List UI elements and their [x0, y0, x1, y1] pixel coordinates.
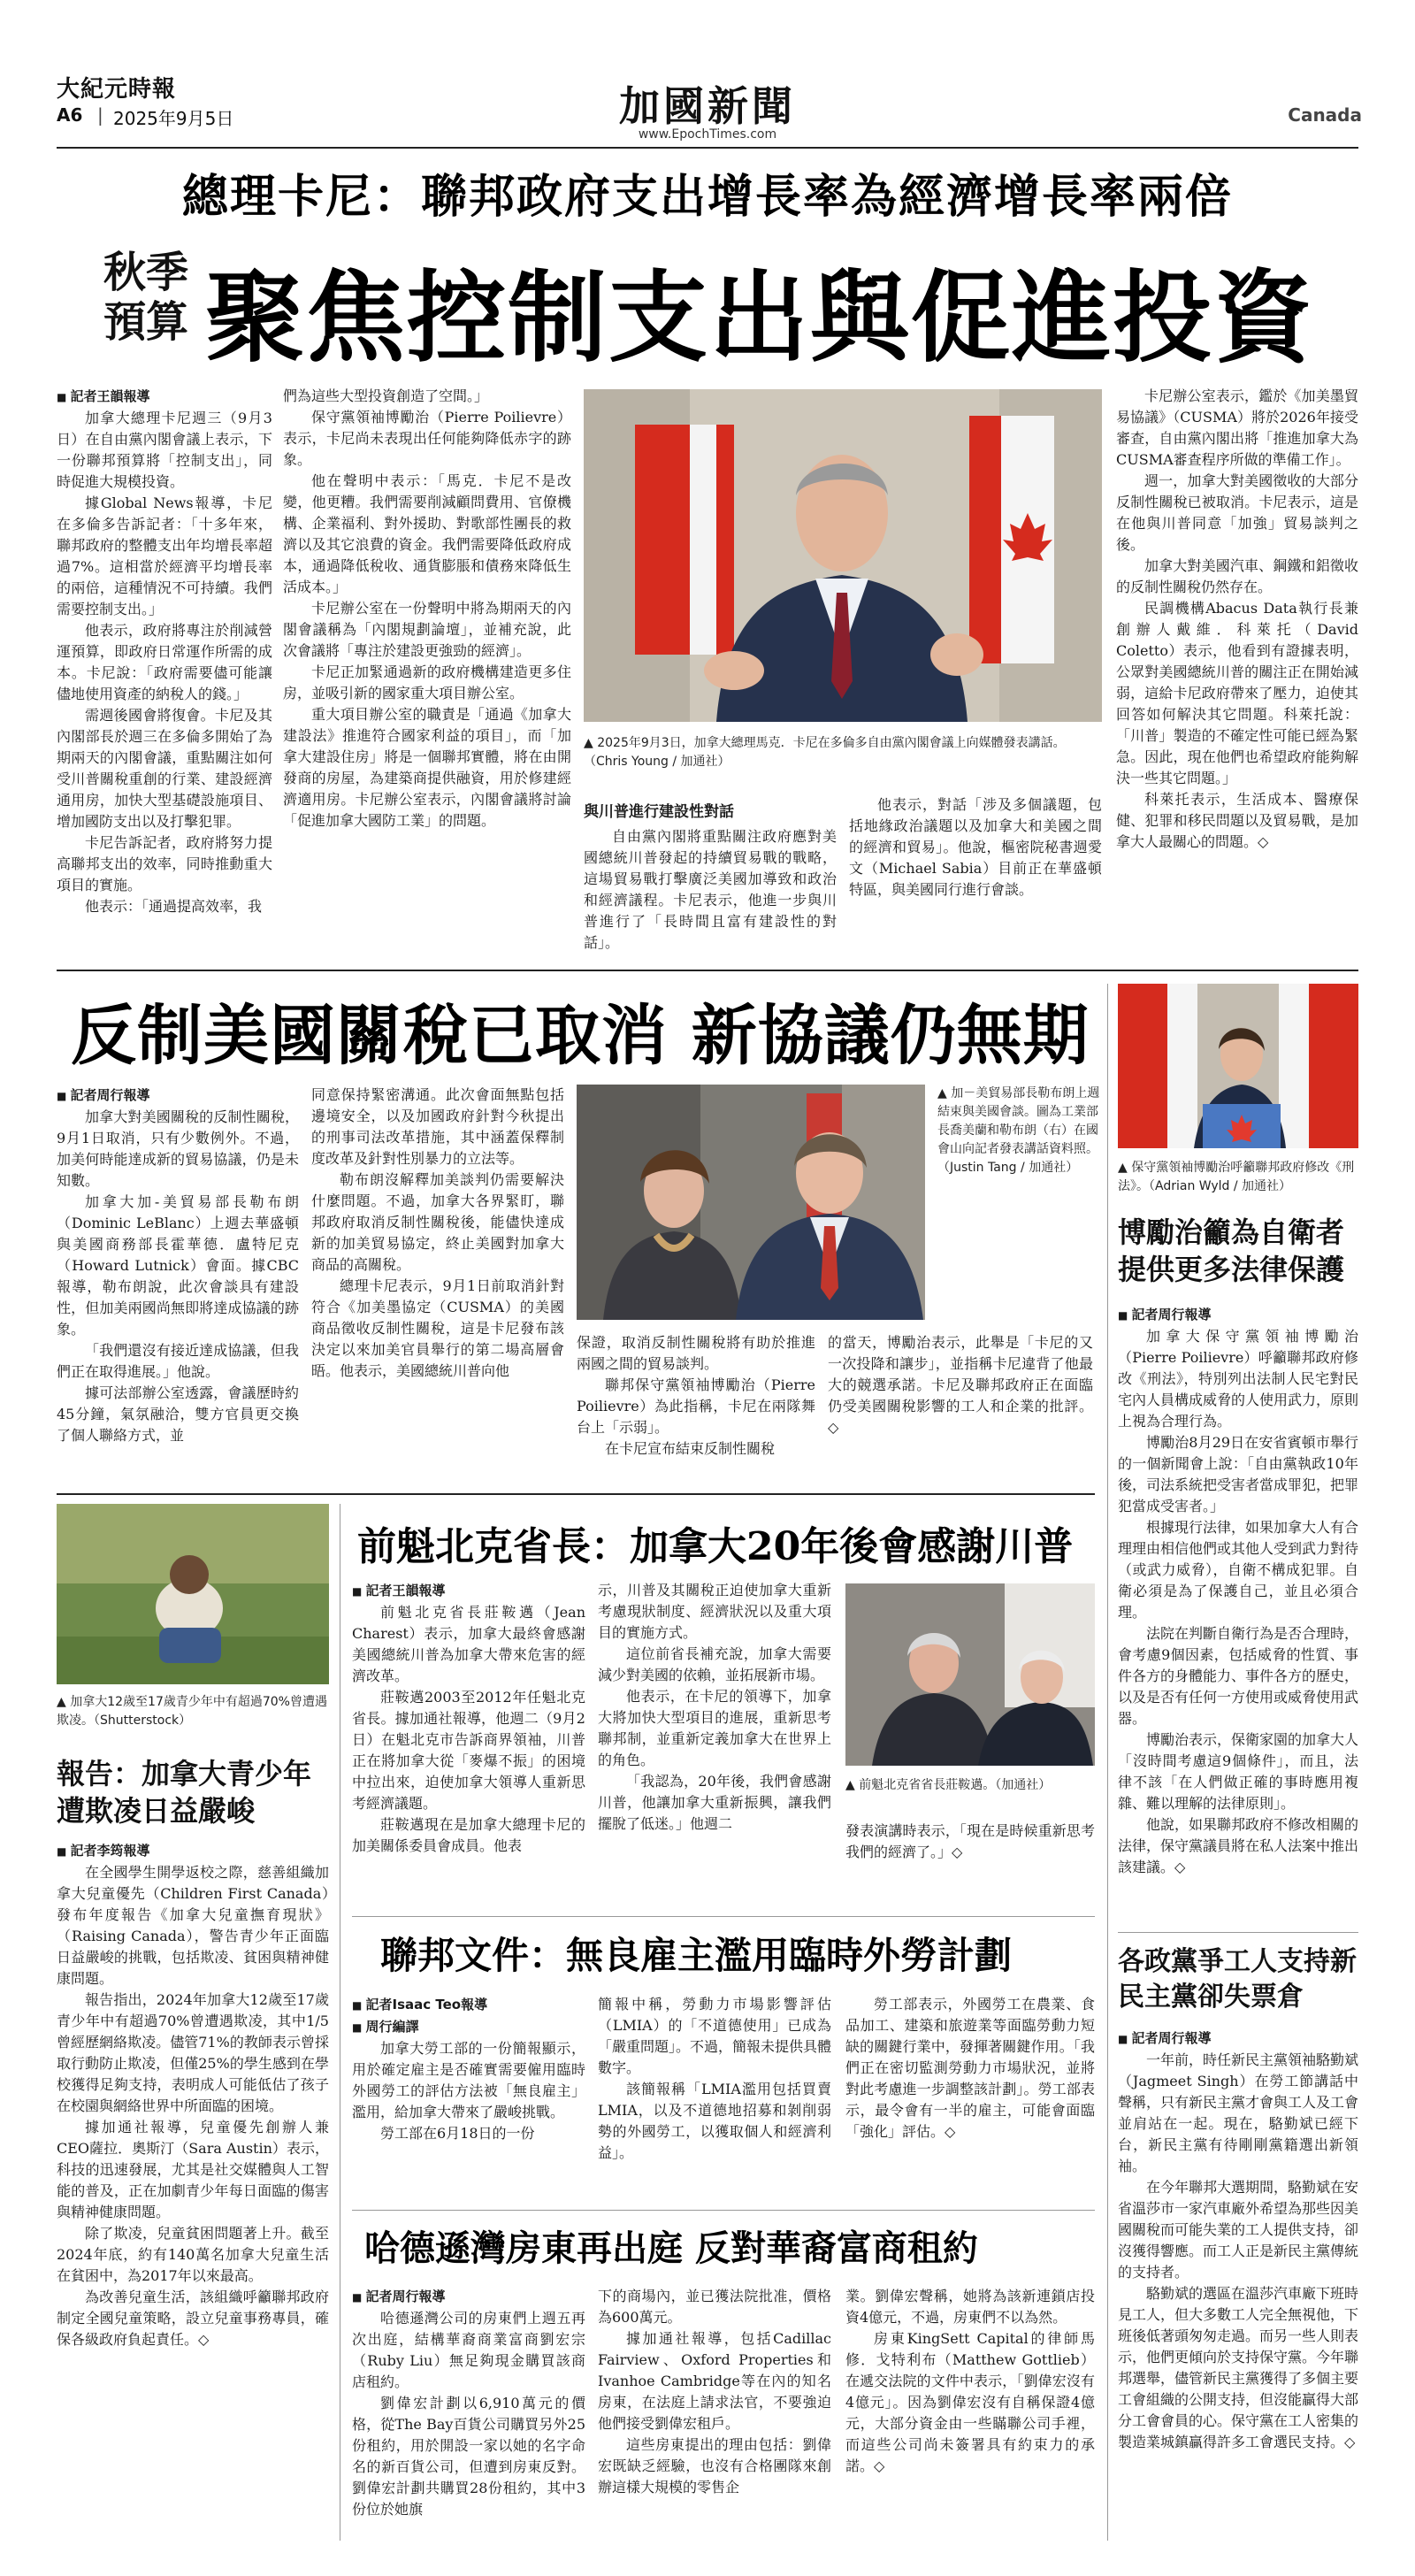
paragraph: 哈德遜灣公司的房東們上週五再次出庭，結構華裔商業富商劉宏宗（Ruby Liu）無足夠現金購買該商店租約。	[352, 2310, 585, 2390]
right-story-1	[1118, 1304, 1358, 1921]
region-label: Canada	[1288, 104, 1362, 126]
paragraph: 他表示，對話「涉及多個議題，包括地緣政治議題以及加拿大和美國之間的經濟和貿易」。他說，樞密院秘書週愛文（Michael Sabia）目前正在華盛頓特區，與美國同行進行會談。	[849, 796, 1102, 898]
paragraph: 莊鞍邁現在是加拿大總理卡尼的加美關係委員會成員。他表	[352, 1816, 585, 1854]
sad-teen-illustration	[57, 1504, 329, 1684]
masthead-rule	[57, 147, 1358, 149]
section-rule	[57, 970, 1358, 971]
tariff-col2	[311, 1085, 564, 1467]
paragraph: 他在聲明中表示：「馬克．卡尼不是改變，他更糟。我們需要削減顧問費用、官僚機構、企業福利、對外援助、對歌部性團長的救濟以及其它浪費的資金。我們需要降低政府成本，通過降低稅收、通貨膨脹和債務來降低生活成本。」	[283, 472, 571, 595]
paper-logo: 大紀元時報	[57, 76, 177, 103]
paragraph: 業。劉偉宏聲稱，她將為該新連鎖店投資4億元，不過，房東們不以為然。	[845, 2288, 1095, 2326]
paragraph: 加拿大保守黨領袖博勵治（Pierre Poilievre）呼籲聯邦政府修改《刑法》，特別列出法制人民宅對民宅內人員構成威脅的人使用武力，原則上視為合理行為。	[1118, 1328, 1358, 1430]
paragraph: 據加通社報導，包括Cadillac Fairview、Oxford Properties和Ivanhoe Cambridge等在內的知名房東，在法庭上請求法官，不要強迫他們接受劉偉宏租戶。	[598, 2330, 831, 2432]
paragraph: 據加通社報導，兒童優先創辦人兼CEO薩拉．奧斯汀（Sara Austin）表示，科技的迅速發展，尤其是社交媒體與人工智能的普及，正在加劇青少年每日面臨的傷害與精神健康問題。	[57, 2119, 329, 2220]
landlord-col2	[598, 2286, 831, 2541]
right-headline-1: 博勵治籲為自衛者提供更多法律保護	[1118, 1215, 1345, 1286]
paragraph: 一年前，時任新民主黨領袖駱勤斌（Jagmeet Singh）在勞工節講話中聲稱，只有新民主黨才會與工人及工會並肩站在一起。現在，駱勤斌已經下台，新民主黨有待剛剛黨籍選出新領袖。	[1118, 2051, 1358, 2174]
poilievre-photo-caption: ▲ 保守黨領袖博勵治呼籲聯邦政府修改《刑法》。（Adrian Wyld / 加通社）	[1118, 1159, 1358, 1196]
paragraph: 在全國學生開學返校之際，慈善組織加拿大兒童優先（Children First Canada）發布年度報告《加拿大兒童撫育現狀》（Raising Canada），警告青少年正面臨日益嚴峻的挑戰，包括欺凌、貧困與精神健康問題。	[57, 1864, 329, 1987]
paragraph: 同意保持緊密溝通。此次會面無點包括邊境安全，以及加國政府針對今秋提出的刑事司法改革措施，其中涵蓋保釋制度改革及針對性別暴力的立法等。	[311, 1086, 564, 1167]
paragraph: 劉偉宏計劃以6,910萬元的價格，從The Bay百貨公司購買另外25份租約，用於開設一家以她的名字命名的新百貨公司，但遭到房東反對。劉偉宏計劃共購買28份租約，其中3份位於她旗	[352, 2395, 585, 2518]
paragraph: 根據現行法律，如果加拿大人有合理理由相信他們或其他人受到武力對待（或武力威脅），自衛不構成犯罪。自衛必須是為了保護自己，並且必須合理。	[1118, 1519, 1358, 1621]
tfw-col2	[598, 1994, 831, 2199]
lead-byline: ■ 記者王韻報導	[57, 386, 272, 408]
poilievre-photo	[1118, 984, 1358, 1148]
paragraph: 加拿大勞工部的一份簡報顯示，用於確定雇主是否確實需要僱用臨時外國勞工的評估方法被「無良雇主」濫用，給加拿大帶來了嚴峻挑戰。	[352, 2040, 585, 2120]
page-number: A6	[57, 104, 83, 126]
landlord-headline: 哈德遜灣房東再出庭 反對華裔富商租約	[364, 2227, 978, 2269]
right-headline-2: 各政黨爭工人支持新民主黨卻失票倉	[1118, 1946, 1357, 2012]
landlord-byline: ■ 記者周行報導	[352, 2286, 585, 2308]
paragraph: 示，川普及其關稅正迫使加拿大重新考慮現狀制度、經濟狀況以及重大項目的實施方式。	[598, 1582, 831, 1641]
paragraph: 莊鞍邁2003至2012年任魁北克省長。據加通社報導，他週二（9月2日）在魁北克市告訴商界領袖，川普正在將加拿大從「麥爆不振」的困境中拉出來，迫使加拿大領導人重新思考經濟議題。	[352, 1689, 585, 1812]
charest-photo	[845, 1583, 1095, 1766]
quebec-col1	[352, 1580, 585, 1905]
paragraph: 勞工部在6月18日的一份	[380, 2125, 535, 2142]
paragraph: 該簡報稱「LMIA濫用包括買賣LMIA，以及不道德地招募和剝削弱勢的外國勞工，以獲取個人和經濟利益」。	[598, 2081, 831, 2161]
lead-subhead: 與川普進行建設性對話	[584, 803, 734, 821]
bullying-photo	[57, 1504, 329, 1684]
lead-col4	[1116, 386, 1358, 952]
tariff-col3	[577, 1332, 815, 1474]
paragraph: 「我們還沒有接近達成協議，但我們正在取得進展。」他說。	[57, 1342, 299, 1380]
tfw-col1	[352, 1994, 585, 2199]
quebec-col2	[598, 1580, 831, 1905]
paragraph: 這些房東提出的理由包括：劉偉宏既缺乏經驗，也沒有合格團隊來創辦這樣大規模的零售企	[598, 2436, 831, 2496]
section-rule	[57, 1493, 1095, 1495]
paragraph: 房東KingSett Capital的律師馬修．戈特利布（Matthew Gottlieb）在遞交法院的文件中表示，「劉偉宏沒有4億元」。因為劉偉宏沒有自稱保證4億元，大部分資金由一些瞞聯公司手裡，而這些公司尚未簽署具有約束力的承諾。 ◇	[845, 2328, 1095, 2477]
paragraph: 週一，加拿大對美國徵收的大部分反制性關稅已被取消。卡尼表示，這是在他與川普同意「加強」貿易談判之後。	[1116, 472, 1358, 553]
tfw-byline-2: ■ 周行編譯	[352, 2016, 585, 2038]
leblanc-joly-illustration	[577, 1085, 925, 1320]
carney-speaking-illustration	[584, 389, 1102, 722]
paragraph: 勒布朗沒解釋加美談判仍需要解決什麼問題。不過，加拿大各界緊盯，聯邦政府取消反制性關稅後，能儘快達成新的加美貿易協定，終止美國對加拿大商品的高關稅。	[311, 1171, 564, 1273]
paragraph: 民調機構Abacus Data執行長兼創辦人戴維．科萊托（David Coletto）表示，他看到有證據表明，公眾對美國總統川普的關注正在開始減弱，這給卡尼政府帶來了壓力，迫使其回答如何解決其它問題。科萊托說：「川普」製造的不確定性可能已經為緊急。因此，現在他們也希望政府能夠解決一些其它問題。」	[1116, 600, 1358, 786]
lead-col2	[283, 386, 571, 948]
quebec-headline: 前魁北克省長：加拿大20年後會感謝川普	[357, 1524, 1074, 1569]
paragraph: 法院在判斷自衛行為是否合理時，會考慮9個因素，包括威脅的性質、事件各方的身體能力、事件各方的歷史，以及是否有任何一方使用或威脅使用武器。	[1118, 1625, 1358, 1727]
section-title: 加國新聞	[619, 82, 796, 130]
paragraph: 除了欺凌，兒童貧困問題著上升。截至2024年底，約有140萬名加拿大兒童生活在貧困中，為2017年以來最高。	[57, 2225, 329, 2284]
paragraph: 他表示：「通過提高效率，我	[85, 898, 263, 915]
paragraph: 卡尼告訴記者，政府將努力提高聯邦支出的效率，同時推動重大項目的實施。	[57, 834, 272, 893]
paragraph: 報告指出，2024年加拿大12歲至17歲青少年中有超過70%曾遭遇欺凌，其中1/5曾經歷網絡欺凌。儘管71%的教師表示曾採取行動防止欺凌，但僅25%的學生感到在學校獲得足夠支持，表明成人可能低估了孩子在校園與網絡世界中所面臨的困境。	[57, 1991, 329, 2114]
left-story	[57, 1840, 329, 2541]
budget-tag	[80, 248, 212, 347]
paragraph: 下的商場內，並已獲法院批准，價格為600萬元。	[598, 2288, 831, 2326]
right-story-2	[1118, 2028, 1358, 2541]
tariff-byline: ■ 記者周行報導	[57, 1085, 299, 1107]
paragraph: 聯邦保守黨領袖博勵治（Pierre Poilievre）為此指稱，卡尼在兩隊舞台上「示弱」。	[577, 1376, 815, 1436]
paragraph: 們為這些大型投資創造了空間。」	[283, 387, 489, 404]
paragraph: 他說，如果聯邦政府不修改相關的法律，保守黨議員將在私人法案中推出該建議。 ◇	[1118, 1814, 1358, 1878]
right-byline-2: ■ 記者周行報導	[1118, 2028, 1358, 2050]
left-byline: ■ 記者李筠報導	[57, 1840, 329, 1862]
right-byline-1: ■ 記者周行報導	[1118, 1304, 1358, 1326]
budget-tag-line2: 預算	[103, 297, 188, 347]
paragraph: 勞工部表示，外國勞工在農業、食品加工、建築和旅遊業等面臨勞動力短缺的關鍵行業中，發揮著關鍵作用。「我們正在密切監測勞動力市場狀況，並將對此考慮進一步調整該計劃」。勞工部表示，最令會有一半的雇主，可能會面臨「強化」評估。 ◇	[845, 1994, 1095, 2143]
paragraph: 「我認為，20年後，我們會感謝川普，他讓加拿大重新振興，讓我們擺脫了低迷。」他週二	[598, 1773, 831, 1832]
paragraph: 自由黨內閣將重點關注政府應對美國總統川普發起的持續貿易戰的戰略，這場貿易戰打擊廣泛美國加導致和政治和經濟議程。卡尼表示，他進一步與川普進行了「長時間且富有建設性的對話」。	[584, 828, 837, 950]
paragraph: 前魁北克省長莊鞍邁（Jean Charest）表示，加拿大最終會感謝美國總統川普為加拿大帶來危害的經濟改革。	[352, 1604, 585, 1684]
lead-photo-caption: ▲ 2025年9月3日，加拿大總理馬克．卡尼在多倫多自由黨內閣會議上向媒體發表講話。（Chris Young / 加通社）	[584, 734, 1102, 771]
lead-col1	[57, 386, 272, 948]
paragraph: 需週後國會將復會。卡尼及其內閣部長於週三在多倫多開始了為期兩天的內閣會議，重點關注如何受川普關稅重創的行業、建設經濟通用房，加快大型基礎設施項目、增加國防支出以及打擊犯罪。	[57, 707, 272, 830]
landlord-col1	[352, 2286, 585, 2541]
paragraph: 加拿大加-美貿易部長勒布朗（Dominic LeBlanc）上週去華盛頓與美國商務部長霍華德．盧特尼克（Howard Lutnick）會面。據CBC報導，勒布朗說，此次會談具有建設性，但加美兩國尚無即將達成協議的跡象。	[57, 1193, 299, 1338]
paragraph: 簡報中稱，勞動力市場影響評估（LMIA）的「不道德使用」已成為「嚴重問題」。不過，簡報未提供具體數字。	[598, 1996, 831, 2076]
paragraph: 總理卡尼表示，9月1日前取消針對符合《加美墨協定（CUSMA）的美國商品徵收反制性關稅，這是卡尼發布該決定以來加美官員舉行的第二場高層會晤。他表示，美國總統川普向他	[311, 1277, 564, 1379]
quebec-col3	[845, 1821, 1095, 1905]
issue-date: 2025年9月5日	[113, 108, 234, 129]
paragraph: 博勵治表示，保衛家園的加拿大人「沒時間考慮這9個條件」，而且，法律不該「在人們做正確的事時應用複雜、難以理解的法律原則」。	[1118, 1731, 1358, 1812]
paragraph: 卡尼正加緊通過新的政府機構建造更多住房，並吸引新的國家重大項目辦公室。	[283, 663, 571, 702]
paragraph: 發表演講時表示，「現在是時候重新思考我們的經濟了。」 ◇	[845, 1821, 1095, 1863]
section-rule	[352, 1916, 1095, 1917]
tariff-photo	[577, 1085, 925, 1320]
paragraph: 加拿大總理卡尼週三（9月3日）在自由黨內閣會議上表示，下一份聯邦預算將「控制支出」，同時促進大規模投資。	[57, 410, 272, 490]
paragraph: 他表示，政府將專注於削減營運預算，即政府日常運作所需的成本。卡尼說：「政府需要儘可能讓儘地使用資產的納稅人的錢。」	[57, 622, 272, 702]
paragraph: 在卡尼宣布結束反制性關稅	[605, 1440, 776, 1457]
tfw-headline: 聯邦文件：無良雇主濫用臨時外勞計劃	[380, 1934, 1013, 1977]
paragraph: 加拿大對美國汽車、鋼鐵和鋁徵收的反制性關稅仍然存在。	[1116, 557, 1358, 595]
landlord-col3	[845, 2286, 1095, 2541]
lead-headline: 聚焦控制支出與促進投資	[205, 260, 1314, 376]
tariff-col4	[828, 1332, 1093, 1474]
paragraph: 卡尼辦公室表示，鑑於《加美墨貿易協議》（CUSMA）將於2026年接受審查，自由黨內閣出將「推進加拿大為CUSMA審查程序所做的準備工作」。	[1116, 387, 1358, 468]
lead-col3b	[849, 794, 1102, 950]
paragraph: 加拿大對美國關稅的反制性關稅，9月1日取消，只有少數例外。不過，加美何時能達成新的貿易協議，仍是未知數。	[57, 1108, 299, 1189]
tariff-col1	[57, 1085, 299, 1467]
paragraph: 駱勤斌的選區在溫莎汽車廠下班時見工人，但大多數工人完全無視他，下班後低著頭匆匆走過。而另一些人則表示，他們更傾向於支持保守黨。今年聯邦選舉，儘管新民主黨獲得了多個主要工會組織的公開支持，但沒能贏得大部分工會會員的心。保守黨在工人密集的製造業城鎮贏得許多工會選民支持。 ◇	[1118, 2283, 1358, 2453]
section-rule	[352, 2210, 1095, 2211]
paragraph: 據可法部辦公室透露，會議歷時約45分鐘，氣氛融洽，雙方官員更交換了個人聯絡方式，並	[57, 1384, 299, 1444]
lead-col2b	[584, 794, 837, 950]
site-url: www.EpochTimes.com	[638, 127, 777, 142]
divider: |	[97, 104, 103, 126]
charest-photo-caption: ▲ 前魁北克省省長莊鞍邁。（加通社）	[845, 1776, 1095, 1795]
paragraph: 博勵治8月29日在安省賓頓市舉行的一個新聞會上說：「自由黨執政10年後，司法系統把受害者當成罪犯，把罪犯當成受害者。」	[1118, 1434, 1358, 1514]
paragraph: 在今年聯邦大選期間，駱勤斌在安省溫莎市一家汽車廠外希望為那些因美國關稅而可能失業的工人提供支持，卻沒獲得響應。而工人正是新民主黨傳統的支持者。	[1118, 2179, 1358, 2281]
left-headline: 報告：加拿大青少年遭欺凌日益嚴峻	[57, 1757, 312, 1828]
paragraph: 保證，取消反制性關稅將有助於推進兩國之間的貿易談判。	[577, 1334, 815, 1372]
lead-photo	[584, 389, 1102, 722]
paragraph: 的當天，博勵治表示，此舉是「卡尼的又一次投降和讓步」，並指稱卡尼違背了他最大的競選承諾。卡尼及聯邦政府正在面臨仍受美國關稅影響的工人和企業的批評。 ◇	[828, 1332, 1093, 1438]
paragraph: 保守黨領袖博勵治（Pierre Poilievre）表示，卡尼尚未表現出任何能夠降低赤字的跡象。	[283, 409, 571, 468]
paragraph: 重大項目辦公室的職責是「通過《加拿大建設法》推進符合國家利益的項目」，而「加拿大建設住房」將是一個聯邦實體，將在由開發商的房屋，為建築商提供融資，用於修建經濟適用房。卡尼辦公室表示，內閣會議將討論「促進加拿大國防工業」的問題。	[283, 706, 571, 829]
paragraph: 為改善兒童生活，該組織呼籲聯邦政府制定全國兒童策略，設立兒童事務專員，確保各級政府負起責任。 ◇	[57, 2287, 329, 2350]
paragraph: 據Global News報導，卡尼在多倫多告訴記者：「十多年來，聯邦政府的整體支出年均增長率超過7%。這相當於經濟平均增長率的兩倍，這種情況不可持續。我們需要控制支出。」	[57, 494, 272, 617]
sidebar-rule	[1118, 1932, 1358, 1933]
quebec-byline: ■ 記者王韻報導	[352, 1580, 585, 1602]
tfw-col3	[845, 1994, 1095, 2199]
charest-speaking-illustration	[845, 1583, 1095, 1766]
paragraph: 他表示，在卡尼的領導下，加拿大將加快大型項目的進展，重新思考聯邦制，並重新定義加拿大在世界上的角色。	[598, 1688, 831, 1768]
column-divider	[1107, 984, 1108, 2541]
budget-tag-line1: 秋季	[103, 248, 188, 297]
tfw-byline-1: ■ 記者Isaac Teo報導	[352, 1994, 585, 2016]
poilievre-podium-illustration	[1118, 984, 1358, 1148]
paragraph: 這位前省長補充說，加拿大需要減少對美國的依賴，並拓展新市場。	[598, 1645, 831, 1683]
bullying-photo-caption: ▲ 加拿大12歲至17歲青少年中有超過70%曾遭遇欺凌。（Shutterstock）	[57, 1693, 329, 1730]
tariff-headline: 反制美國關稅已取消 新協議仍無期	[71, 998, 1090, 1074]
tariff-photo-caption: ▲ 加－美貿易部長勒布朗上週結束與美國會談。圖為工業部長喬美蘭和勒布朗（右）在國會山向記者發表講話資料照。（Justin Tang / 加通社）	[937, 1085, 1105, 1177]
paragraph: 科萊托表示，生活成本、醫療保健、犯罪和移民問題以及貿易戰，是加拿大人最關心的問題。 ◇	[1116, 789, 1358, 853]
paragraph: 卡尼辦公室在一份聲明中將為期兩天的內閣會議稱為「內閣規劃論壇」，並補充說，此次會議將「專注於建設更強勁的經濟」。	[283, 600, 571, 659]
lead-kicker: 總理卡尼：聯邦政府支出增長率為經濟增長率兩倍	[181, 170, 1233, 224]
